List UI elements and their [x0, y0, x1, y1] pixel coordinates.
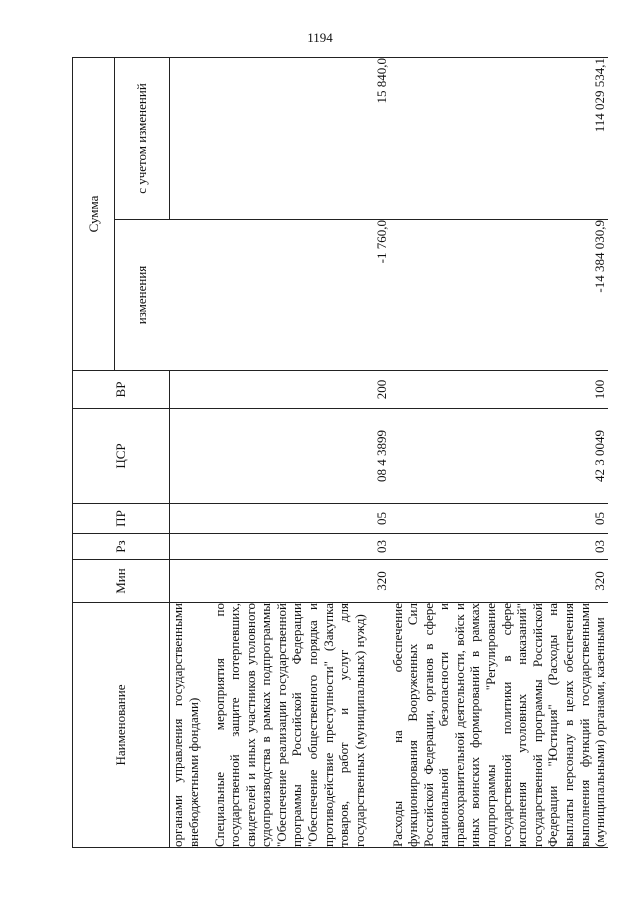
header-csr: ЦСР — [73, 409, 170, 504]
row-change: -1 760,0 — [212, 220, 390, 371]
row-min: 320 — [390, 560, 608, 603]
row-csr: 42 3 0049 — [390, 409, 608, 504]
row-min — [170, 560, 212, 603]
header-change: изменения — [115, 220, 170, 371]
rotated-table-wrapper — [72, 58, 607, 848]
row-with-change — [170, 58, 212, 220]
table-row — [390, 58, 608, 848]
row-vr — [170, 371, 212, 409]
row-pr: 05 — [212, 504, 390, 534]
row-name: органами управления государственными внебюджетными фондами) — [170, 603, 212, 848]
row-pr: 05 — [390, 504, 608, 534]
row-change: -14 384 030,9 — [390, 220, 608, 371]
row-change — [170, 220, 212, 371]
row-rz — [170, 534, 212, 560]
header-rz: Рз — [73, 534, 170, 560]
row-vr: 100 — [390, 371, 608, 409]
table-row — [170, 58, 212, 848]
row-csr — [170, 409, 212, 504]
header-vr: ВР — [73, 371, 170, 409]
row-with-change: 114 029 534,1 — [390, 58, 608, 220]
row-min: 320 — [212, 560, 390, 603]
row-rz: 03 — [212, 534, 390, 560]
budget-table — [72, 57, 608, 848]
header-name: Наименование — [73, 603, 170, 848]
row-with-change: 15 840,0 — [212, 58, 390, 220]
row-name: Расходы на обеспечение функционирования Вооруженных Сил Российской Федерации, органов в сфере национальной безопасности и правоохранительной деятельности, войск и иных воинских формирований в рамках подпрограммы "Регулирование государственной политики в сфере исполнения уголовных наказаний" государственной программы Российской Федерации "Юстиция" (Расходы на выплаты персоналу в целях обеспечения выполнения функций государственными (муниципальными) органами, казенными — [389, 603, 608, 847]
row-name: Специальные мероприятия по государственной защите потерпевших, свидетелей и иных участников уголовного судопроизводства в рамках подпрограммы "Обеспечение реализации государственной программы Российской Федерации "Обеспечение общественного порядка и противодействие преступности" (Закупка товаров, работ и услуг для государственных (муниципальных) нужд) — [212, 603, 390, 848]
row-vr: 200 — [212, 371, 390, 409]
row-pr — [170, 504, 212, 534]
header-with-change: с учетом изменений — [115, 58, 170, 220]
header-pr: ПР — [73, 504, 170, 534]
header-min: Мин — [73, 560, 170, 603]
row-csr: 08 4 3899 — [212, 409, 390, 504]
header-sum: Сумма — [73, 58, 115, 371]
table-row — [212, 58, 390, 848]
page-number: 1194 — [307, 30, 333, 45]
row-rz: 03 — [390, 534, 608, 560]
